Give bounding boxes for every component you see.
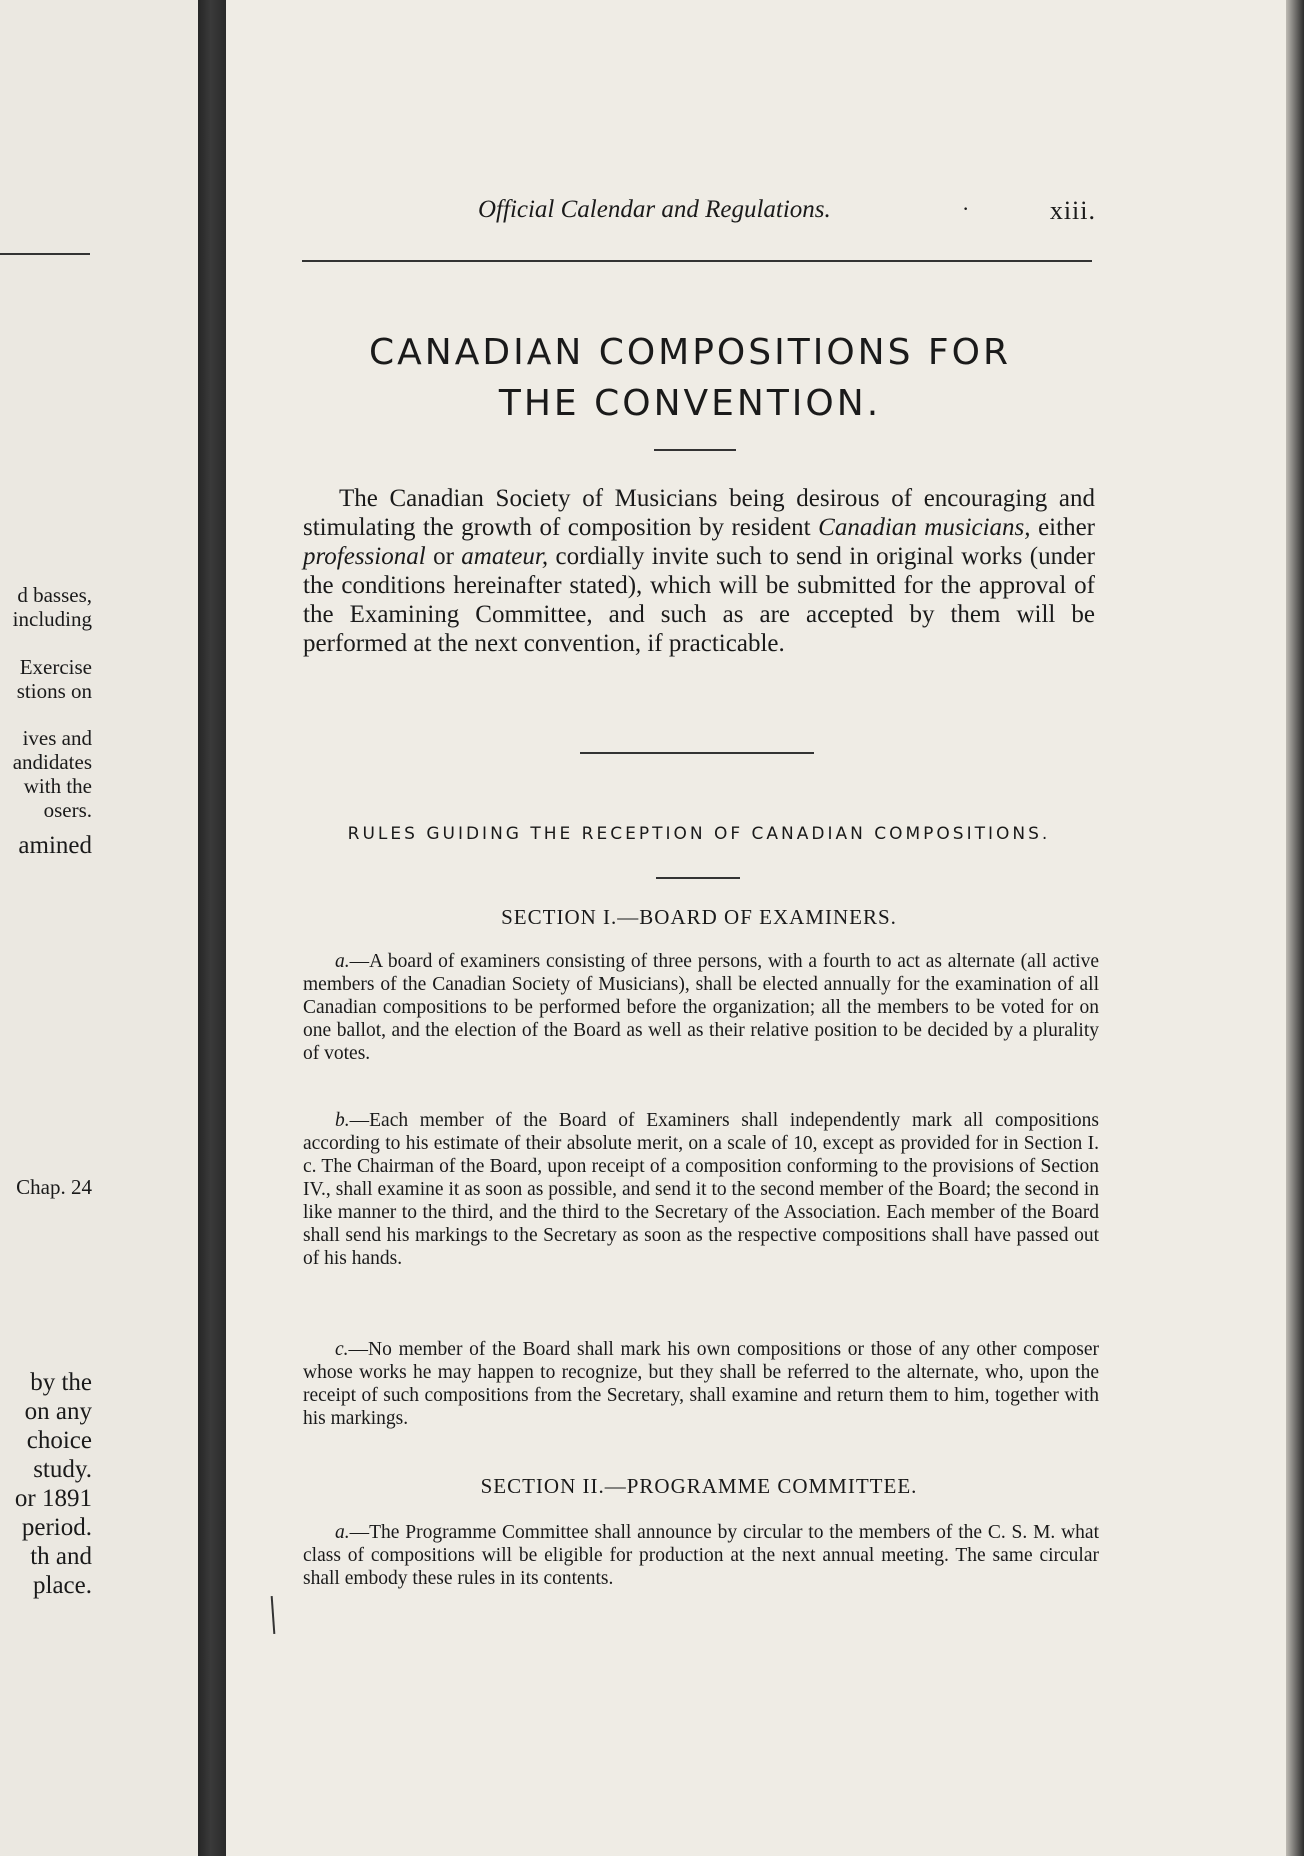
facing-page-line: andidates xyxy=(12,750,92,774)
section-1-heading: SECTION I.—BOARD OF EXAMINERS. xyxy=(501,905,897,929)
facing-page-line: period. xyxy=(21,1514,92,1541)
facing-page-line: osers. xyxy=(43,798,92,822)
facing-page-line: choice xyxy=(26,1427,92,1454)
running-title: Official Calendar and Regulations. xyxy=(478,196,831,223)
section-2-heading: SECTION II.—PROGRAMME COMMITTEE. xyxy=(480,1474,918,1498)
book-gutter xyxy=(198,0,226,1856)
rules-divider xyxy=(656,877,740,879)
section-1-paragraph-b: b.—Each member of the Board of Examiners shall independently mark all compositions according to his estimate of their absolute merit, on a scale of 10, except as provided for in Section I. c. The Chairman of the Board, upon receipt of a composition conforming to the provisions of Section IV., shall examine it as soon as possible, and send it to the second member of the Board; the second in like manner to the third, and the third to the Secretary of the Association. Each member of the Board shall send his markings to the Secretary as soon as the respective compositions shall have passed out of his hands. xyxy=(303,1110,1099,1269)
facing-page-line: on any xyxy=(24,1398,92,1425)
section-1-paragraph-a: a.—A board of examiners consisting of three persons, with a fourth to act as alternate (all active members of the Canadian Society of Musicians), shall be elected annually for the examination of all Canadian compositions to be performed before the organization; all the members to be voted for on one ballot, and the election of the Board as well as their relative position to be decided by a plurality of votes. xyxy=(303,951,1099,1064)
facing-page-line: th and xyxy=(30,1543,92,1570)
facing-page-line: with the xyxy=(23,774,92,798)
page-number: xiii. xyxy=(1049,196,1096,225)
title-divider xyxy=(654,449,736,451)
facing-page-line: or 1891 xyxy=(14,1485,92,1512)
facing-page-line: d basses, xyxy=(17,583,92,607)
facing-page-line: study. xyxy=(33,1456,92,1483)
facing-page-line: stions on xyxy=(16,679,92,703)
page-title-line-1: CANADIAN COMPOSITIONS FOR xyxy=(369,332,1011,373)
header-rule xyxy=(302,260,1092,262)
section-1-paragraph-c: c.—No member of the Board shall mark his own compositions or those of any other composer whose works he may happen to recognize, but they shall be referred to the alternate, who, upon the receipt of such compositions from the Secretary, shall examine and return them to him, together with his markings. xyxy=(303,1339,1099,1429)
facing-page-line: Exercise xyxy=(19,655,92,679)
facing-page-line: including xyxy=(12,607,92,631)
rules-heading: RULES GUIDING THE RECEPTION OF CANADIAN COMPOSITIONS. xyxy=(347,824,1051,844)
header-separator: · xyxy=(962,196,970,221)
page-edge-shadow xyxy=(1286,0,1304,1856)
facing-page-rule xyxy=(0,253,90,255)
facing-page-line: Chap. 24 xyxy=(16,1175,92,1199)
facing-page xyxy=(0,0,198,1856)
intro-paragraph: The Canadian Society of Musicians being desirous of encouraging and stimulating the growth of composition by resident Canadian musicians, either professional or amateur, cordially invite such to send in original works (under the conditions hereinafter stated), which will be submitted for the approval of the Examining Committee, and such as are accepted by them will be performed at the next convention, if practicable. xyxy=(303,485,1095,657)
section-2-paragraph-a: a.—The Programme Committee shall announce by circular to the members of the C. S. M. what class of compositions will be eligible for production at the next annual meeting. The same circular shall embody these rules in its contents. xyxy=(303,1522,1099,1589)
facing-page-line: by the xyxy=(30,1369,92,1396)
intro-divider xyxy=(580,752,814,754)
page-title-line-2: THE CONVENTION. xyxy=(498,383,882,424)
facing-page-line: place. xyxy=(33,1572,92,1599)
running-header xyxy=(256,196,1096,230)
facing-page-line: amined xyxy=(18,832,92,859)
facing-page-line: ives and xyxy=(22,726,92,750)
